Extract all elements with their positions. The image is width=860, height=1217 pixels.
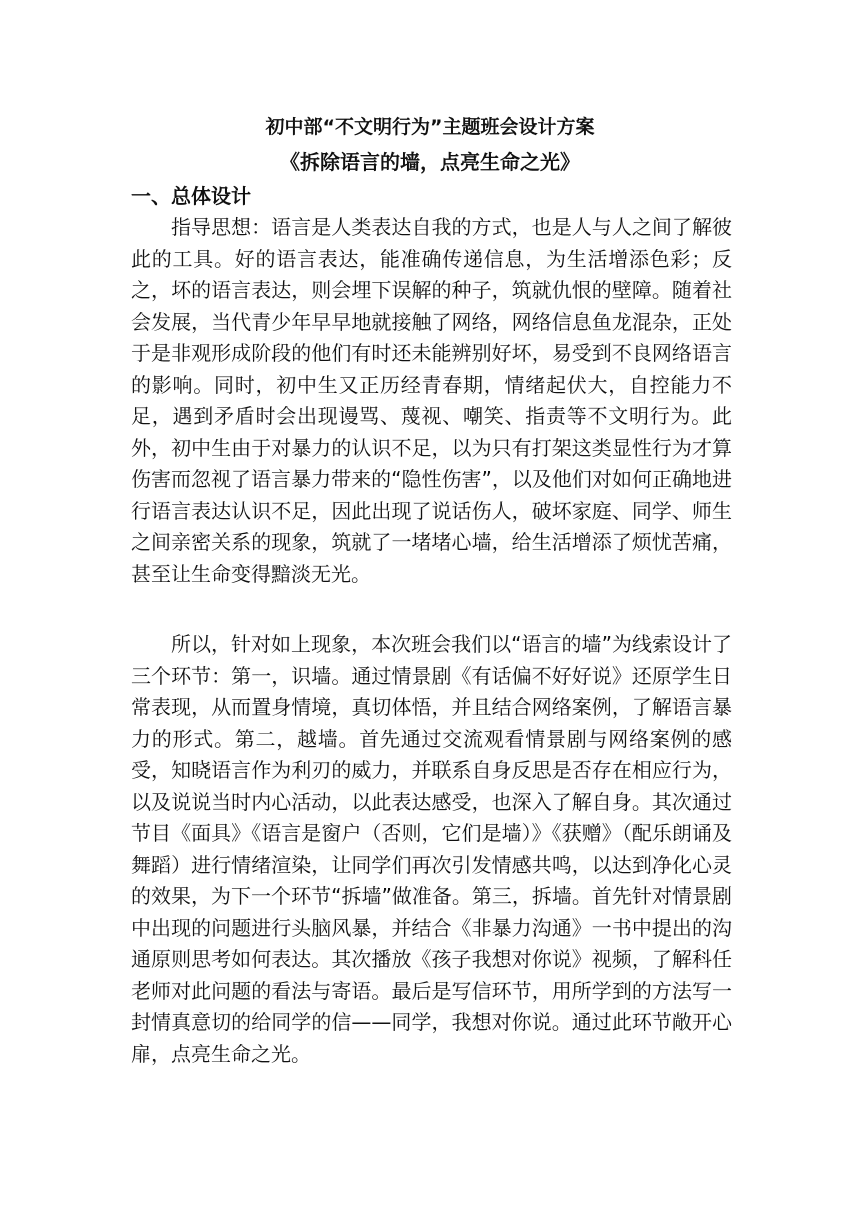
section-heading: 一、总体设计 (131, 184, 251, 208)
document-title: 初中部“不文明行为”主题班会设计方案 (265, 116, 595, 138)
paragraph-guiding-idea: 指导思想：语言是人类表达自我的方式，也是人与人之间了解彼此的工具。好的语言表达，能准确传递信息，为生活增添色彩；反之，坏的语言表达，则会埋下误解的种子，筑就仇恨的壁障。随着社会发展，当代青少年早早地就接触了网络，网络信息鱼龙混杂，正处于是非观形成阶段的他们有时还未能辨别好坏，易受到不良网络语言的影响。同时，初中生又正历经青春期，情绪起伏大，自控能力不足，遇到矛盾时会出现谩骂、蔑视、嘲笑、指责等不文明行为。此外，初中生由于对暴力的认识不足，以为只有打架这类显性行为才算伤害而忽视了语言暴力带来的“隐性伤害”，以及他们对如何正确地进行语言表达认识不足，因此出现了说话伤人，破坏家庭、同学、师生之间亲密关系的现象，筑就了一堵堵心墙，给生活增添了烦忧苦痛，甚至让生命变得黯淡无光。 (131, 215, 732, 586)
document-subtitle: 《拆除语言的墙，点亮生命之光》 (280, 150, 580, 174)
paragraph-design-overview: 所以，针对如上现象，本次班会我们以“语言的墙”为线索设计了三个环节：第一，识墙。通过情景剧《有话偏不好好说》还原学生日常表现，从而置身情境，真切体悟，并且结合网络案例，了解语言暴力的形式。第二，越墙。首先通过交流观看情景剧与网络案例的感受，知晓语言作为利刃的威力，并联系自身反思是否存在相应行为，以及说说当时内心活动，以此表达感受，也深入了解自身。其次通过节目《面具》《语言是窗户（否则，它们是墙）》《获赠》（配乐朗诵及舞蹈）进行情绪渲染，让同学们再次引发情感共鸣，以达到净化心灵的效果，为下一个环节“拆墙”做准备。第三，拆墙。首先针对情景剧中出现的问题进行头脑风暴，并结合《非暴力沟通》一书中提出的沟通原则思考如何表达。其次播放《孩子我想对你说》视频，了解科任老师对此问题的看法与寄语。最后是写信环节，用所学到的方法写一封情真意切的给同学的信——同学，我想对你说。通过此环节敞开心扉，点亮生命之光。 (131, 632, 732, 1066)
